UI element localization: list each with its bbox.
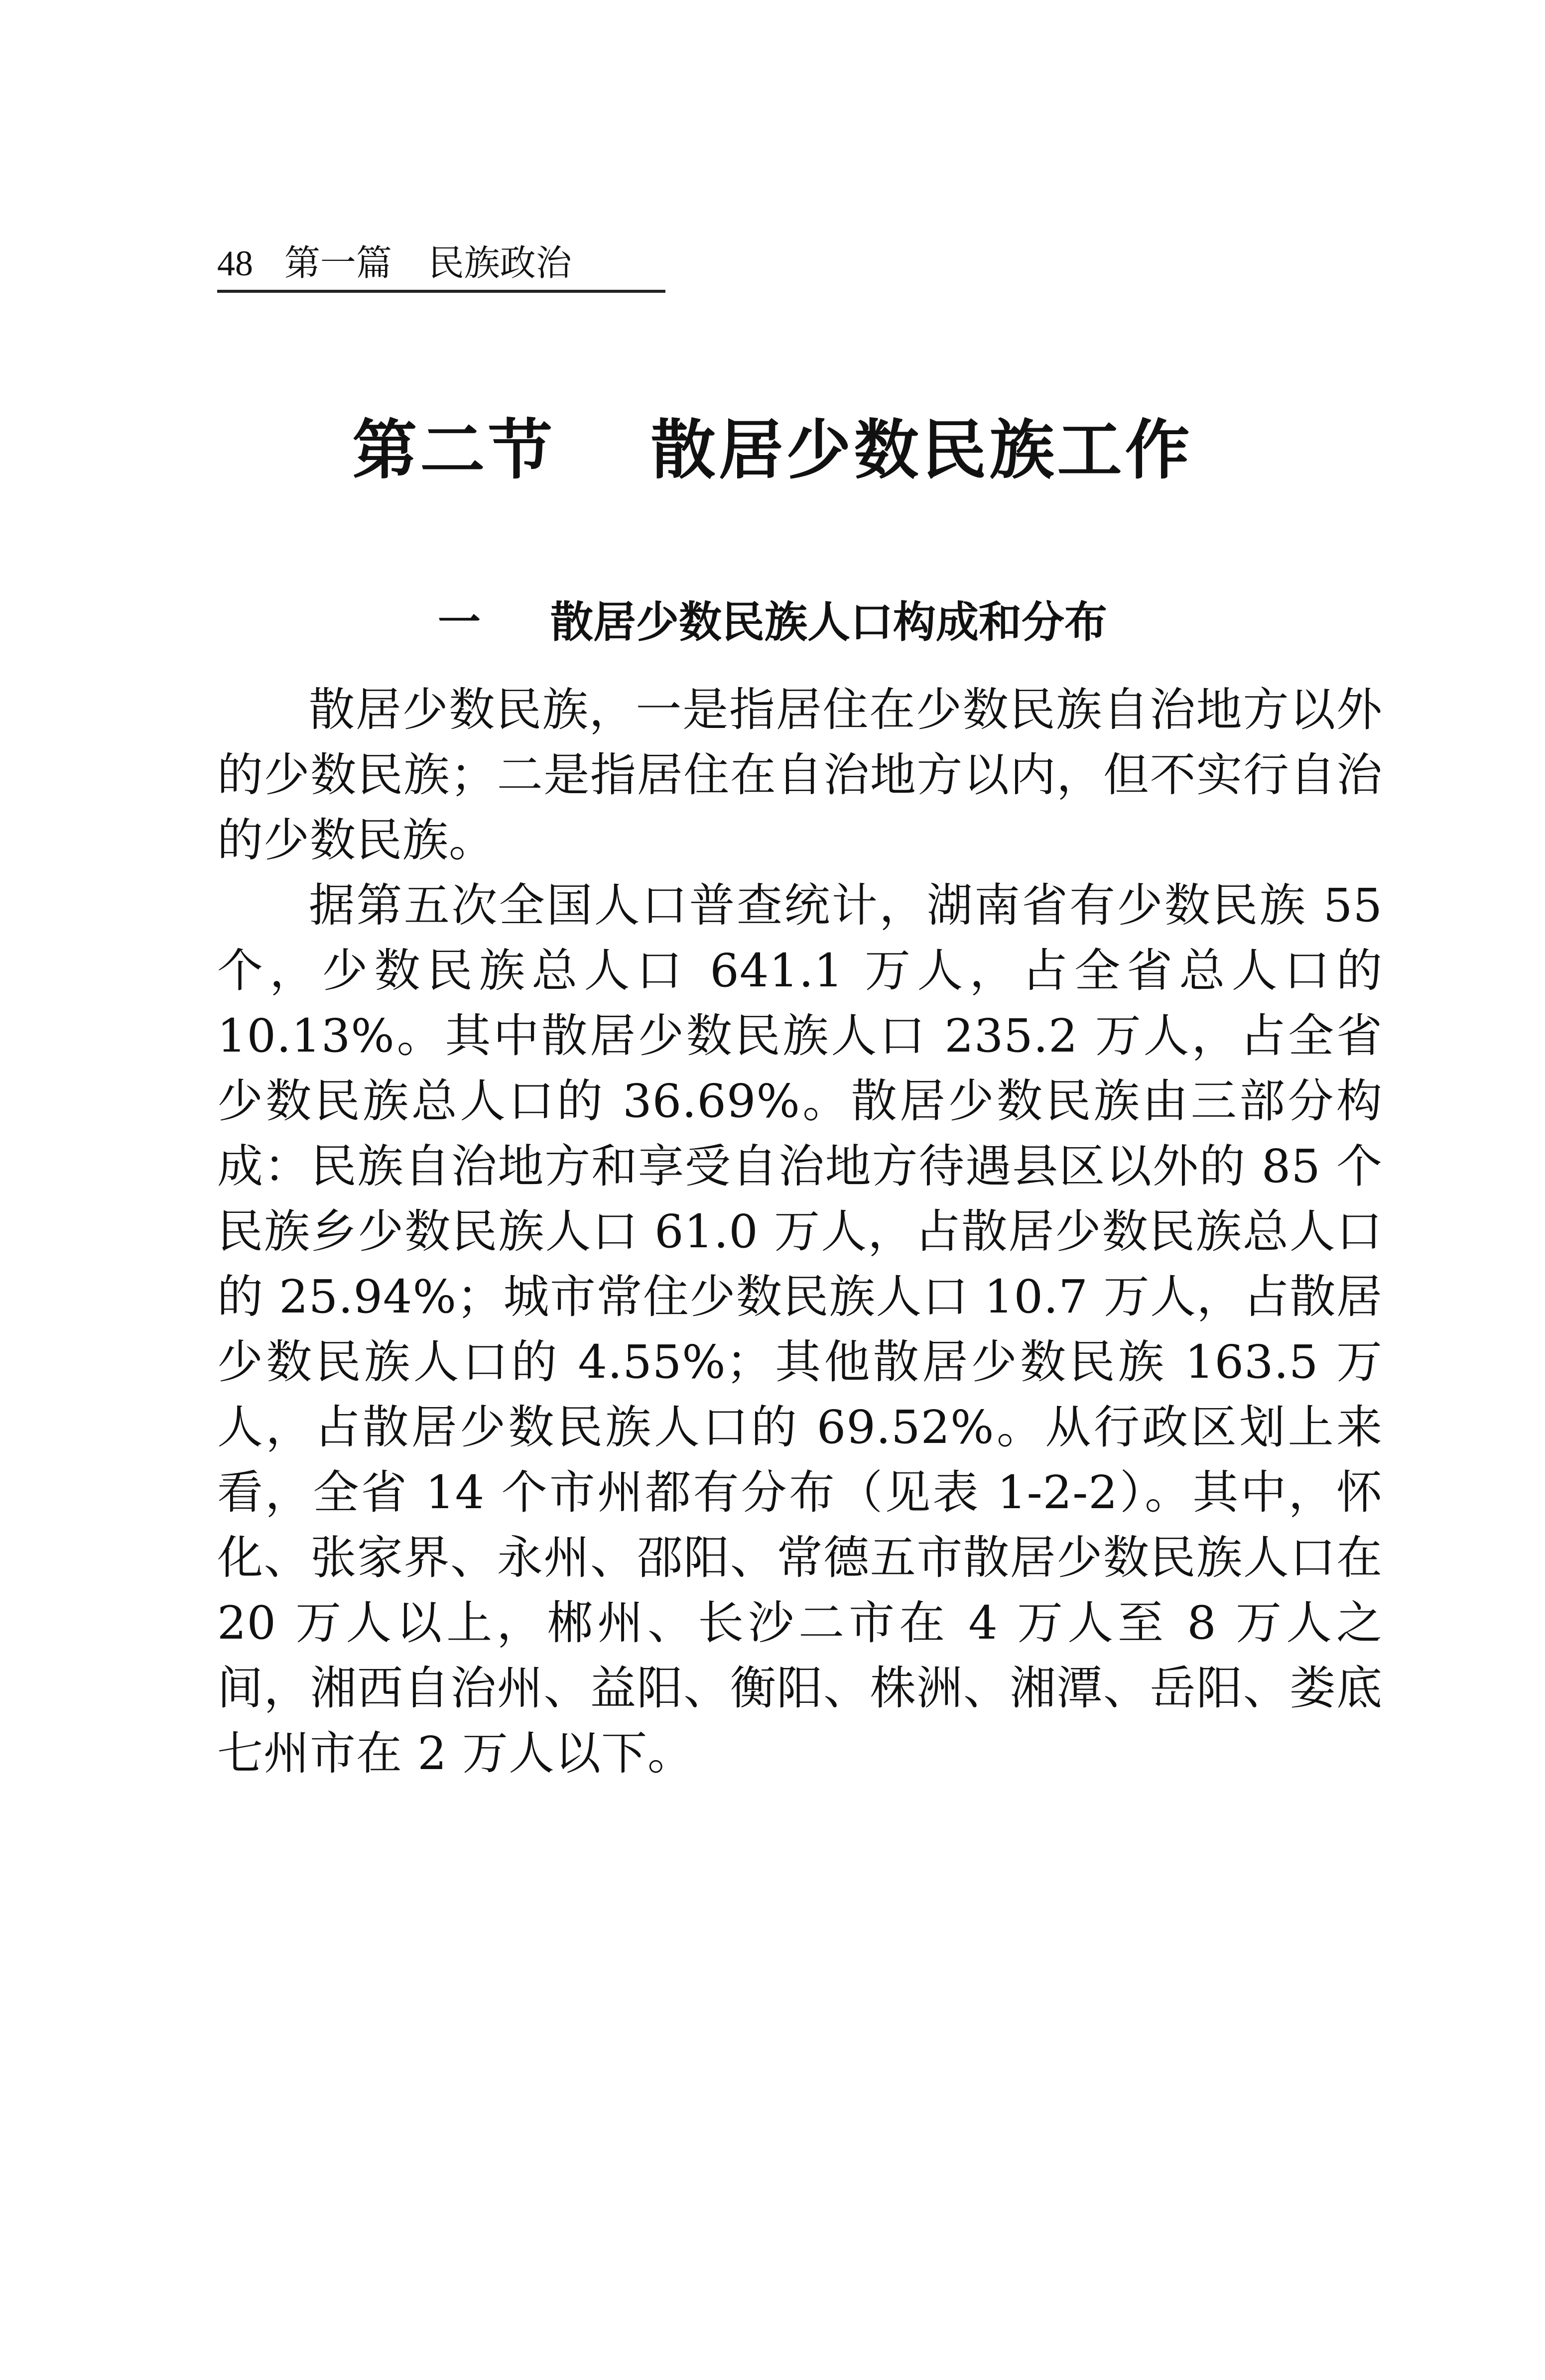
section-number: 第二节 [352, 412, 556, 488]
section-title: 散居少数民族工作 [650, 412, 1193, 488]
subsection-number: 一 [438, 597, 481, 647]
part-label: 第一篇 [284, 242, 392, 284]
paragraph-statistics: 据第五次全国人口普查统计，湖南省有少数民族 55 个，少数民族总人口 641.1 万人，占全省总人口的 10.13%。其中散居少数民族人口 235.2 万人，占全省少数民族总人口的 36.69%。散居少数民族由三部分构成：民族自治地方和享受自治地方待遇县区以外的 85 个民族乡少数民族人口 61.0 万人，占散居少数民族总人口的 25.94%；城市常住少数民族人口 10.7 万人，占散居少数民族人口的 4.55%；其他散居少数民族 163.5 万人，占散居少数民族人口的 69.52%。从行政区划上来看，全省 14 个市州都有分布（见表 1-2-2）。其中，怀化、张家界、永州、邵阳、常德五市散居少数民族人口在 20 万人以上，郴州、长沙二市在 4 万人至 8 万人之间，湘西自治州、益阳、衡阳、株洲、湘潭、岳阳、娄底七州市在 2 万人以下。 [217, 879, 1383, 1780]
part-title: 民族政治 [428, 242, 572, 284]
subsection-heading [0, 588, 1545, 649]
paragraph-definition: 散居少数民族，一是指居住在少数民族自治地方以外的少数民族；二是指居住在自治地方以内，但不实行自治的少数民族。 [217, 683, 1383, 867]
page-number: 48 [217, 243, 253, 283]
section-heading [0, 398, 1545, 491]
running-header [217, 238, 665, 293]
subsection-title: 散居少数民族人口构成和分布 [550, 597, 1107, 647]
body-text [217, 677, 1383, 1786]
